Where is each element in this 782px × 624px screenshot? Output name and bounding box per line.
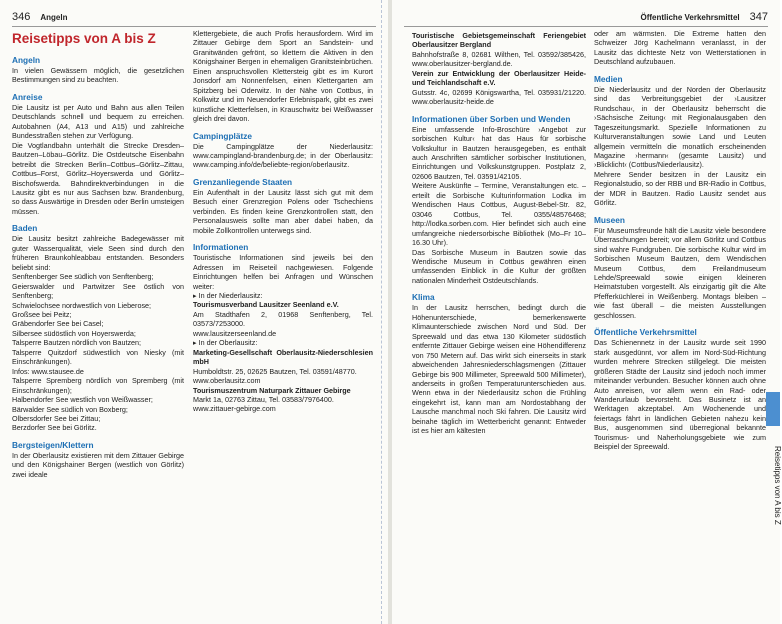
address-name: Verein zur Entwicklung der Oberlausitzer Heide- und Teichlandschaft e.V. xyxy=(412,68,586,88)
paragraph: www.lausitzerseenland.de xyxy=(193,328,277,338)
entry-heading: Grenzanliegende Staaten xyxy=(193,176,293,187)
entry-heading: Informationen über Sorben und Wenden xyxy=(412,113,571,124)
entry-heading: Klima xyxy=(412,292,435,303)
paragraph: Bärwalder See südlich von Boxberg; xyxy=(12,404,128,414)
paragraph: Senftenberger See südlich von Senftenberg; xyxy=(12,272,154,282)
address-name: Marketing-Gesellschaft Oberlausitz-Niederschlesien mbH xyxy=(193,347,373,367)
entry-block xyxy=(193,29,373,124)
paragraph: Touristische Informationen sind jeweils bei den Adressen im Reiseteil nachgewiesen. Folgende Einrichtungen helfen bei Anfragen und Wünschen weiter: xyxy=(193,253,373,291)
entry-block xyxy=(412,114,586,286)
paragraph: ▸ In der Oberlausitz: xyxy=(193,338,258,348)
paragraph: Das Schienennetz in der Lausitz wurde seit 1990 stark ausgedünnt, vor allem im Nord-Süd-Richtung wurden mehrere Strecken stillgelegt. Die meisten größeren Städte der Lausitz sind jedoch noch immer miteinander verbunden. Besucher können auch ohne Auto anreisen, vor allem wenn ein Rad- oder Wanderurlaub bevorsteht. Das Businetz ist an Werktagen akzeptabel. Am Wochenende und feiertags fährt in ländlichen Gebieten nahezu kein Bus, ausgenommen sind überregional bekannte Tourismus- und Naherholungsgebiete wie zum Beispiel der Spreewald. xyxy=(594,338,766,452)
chapter-title: Reisetipps von A bis Z xyxy=(12,31,156,46)
entry-block xyxy=(12,223,184,433)
paragraph: Silbersee südöstlich von Hoyerswerda; xyxy=(12,328,136,338)
paragraph: Eine umfassende Info-Broschüre ›Angebot zur sorbischen Kultur‹ hat das Haus für sorbische Volkskultur in Bautzen herausgegeben, es enthält auch Anschriften sämtlicher sorbischer Institutionen, Einrichtungen und Volkskunstgruppen. Postplatz 2, 02606 Bautzen, Tel. 03591/42105. xyxy=(412,124,586,181)
paragraph: Berzdorfer See bei Görlitz. xyxy=(12,423,97,433)
paragraph: www.oberlausitz.com xyxy=(193,376,261,386)
entry-heading: Anreise xyxy=(12,91,43,102)
entry-block xyxy=(193,177,373,235)
paragraph: Für Museumsfreunde hält die Lausitz viele besondere Überraschungen bereit; vor allem Görlitz und Cottbus sind wahre Fundgruben. Die sorbische Kultur wird im Sorbischen Museum Bautzen, dem Wendischen Museum Cottbus, dem Freilandmuseum Lehde/Spreewald sowie einigen kleineren Heimatstuben vorgestellt. Als einzigartig gilt die Alte Pfefferküchlerei in Weißenberg. Montags bleiben – wie fast überall – die meisten Ausstellungen geschlossen. xyxy=(594,225,766,320)
column-1 xyxy=(12,55,184,486)
column-4 xyxy=(594,29,766,459)
paragraph: Talsperre Quitzdorf südwestlich von Niesky (mit Einschränkungen). xyxy=(12,347,184,367)
paragraph: Humboldtstr. 25, 02625 Bautzen, Tel. 03591/48770. xyxy=(193,366,357,376)
address-name: Touristische Gebietsgemeinschaft Feriengebiet Oberlausitzer Bergland xyxy=(412,31,586,50)
paragraph: Gräbendorfer See bei Casel; xyxy=(12,319,104,329)
right-running-head xyxy=(404,11,768,27)
entry-block xyxy=(412,292,586,435)
paragraph: Gutsstr. 4c, 02699 Königswartha, Tel. 035931/21220. www.oberlausitz-heide.de xyxy=(412,87,586,107)
paragraph: Großsee bei Peitz; xyxy=(12,309,72,319)
paragraph: Markt 1a, 02763 Zittau, Tel. 03583/7976400. xyxy=(193,394,334,404)
address-name: Tourismuszentrum Naturpark Zittauer Gebirge xyxy=(193,385,351,395)
paragraph: www.zittauer-gebirge.com xyxy=(193,404,276,414)
paragraph: Die Campingplätze der Niederlausitz: www.campingland-brandenburg.de; in der Oberlausitz: www.camping.info/de/beliebte-region/oberlausitz. xyxy=(193,141,373,170)
paragraph: Bahnhofstraße 8, 02681 Wilthen, Tel. 03592/385426, www.oberlausitzer-bergland.de. xyxy=(412,49,586,69)
paragraph: Mehrere Sender besitzen in der Lausitz ein Regionalstudio, so der RBB und BR-Radio in Cottbus, der MDR in Bautzen. Radio Lausitz sendet aus Görlitz. xyxy=(594,169,766,208)
paragraph: Talsperre Spremberg nördlich von Spremberg (mit Einschränkungen); xyxy=(12,376,184,395)
left-running-head xyxy=(12,11,376,27)
section-title-right: Öffentliche Verkehrsmittel xyxy=(640,13,740,22)
entry-heading: Informationen xyxy=(193,242,249,253)
paragraph: oder am wärmsten. Die Extreme hatten den Schweizer Jörg Kachelmann veranlasst, in der Lausitz das dichteste Netz von Wetterstationen in Deutschland aufzubauen. xyxy=(594,29,766,67)
side-running-label: Reisetipps von A bis Z xyxy=(773,446,782,525)
paragraph: Halbendorfer See westlich von Weißwasser; xyxy=(12,395,153,405)
entry-block xyxy=(12,55,184,85)
paragraph: In der Lausitz herrschen, bedingt durch die Höhenunterschiede, bemerkenswerte Klimaunterschiede zwischen Nord und Süd. Der Spreewald und das etwa 130 Kilometer südöstlich entfernte Zittauer Gebirge weisen eine Höhendifferenz von 750 Metern auf. Das wirkt sich einerseits in stark abweichenden Jahresniederschlagsmengen (Zittauer Gebirge bis 900 Millimeter, Spreewald 500 Millimeter), anderseits in großen Temperaturunterschieden aus. Wenn etwa in der Niederlausitz schon die Frühling eingekehrt ist, kann man am Nordostabhang der Lausche manchmal noch Ski fahren. Die Lausitz wird beinahe täglich im Wetterbericht genannt: Entweder ist es hier am kältesten xyxy=(412,303,586,436)
paragraph: Talsperre Bautzen nördlich von Bautzen; xyxy=(12,338,142,348)
paragraph: ▸ In der Niederlausitz: xyxy=(193,290,263,300)
entry-block xyxy=(193,131,373,170)
entry-block xyxy=(594,215,766,321)
entry-heading: Öffentliche Verkehrsmittel xyxy=(594,327,697,338)
entry-block xyxy=(594,29,766,67)
paragraph: Die Lausitz ist per Auto und Bahn aus allen Teilen Deutschlands schnell und bequem zu erreichen. Autobahnen (A4, A13 und A15) und zahlreiche Bundesstraßen stehen zur Verfügung. xyxy=(12,102,184,141)
paragraph: Schwielochsee nordwestlich von Lieberose; xyxy=(12,300,152,310)
paragraph: Die Vogtlandbahn unterhält die Strecke Dresden–Bautzen–Löbau–Görlitz. Die Ostdeutsche Eisenbahn betreibt die Strecken Berlin–Cottbus–Görlitz–Zittau, Cottbus–Forst, Görlitz–Hoyerswerda und Görlitz–Bischofswerda. Bahndirektverbindungen in die Lausitz gibt es nur aus Sachsen bzw. Brandenburg, so dass Auswärtige in Dresden oder Berlin umsteigen müssen. xyxy=(12,140,184,216)
gutter-dashed-rule xyxy=(381,0,382,624)
entry-block xyxy=(594,327,766,451)
column-2 xyxy=(193,29,373,421)
entry-heading: Museen xyxy=(594,214,625,225)
paragraph: In vielen Gewässern möglich, die gesetzlichen Bestimmungen sind zu beachten. xyxy=(12,66,184,85)
entry-heading: Campingplätze xyxy=(193,130,253,141)
entry-heading: Bergsteigen/Klettern xyxy=(12,439,94,450)
paragraph: In der Oberlausitz existieren mit dem Zittauer Gebirge und den Königshainer Bergen (westlich von Görlitz) zwei ideale xyxy=(12,450,184,479)
entry-block xyxy=(594,74,766,208)
paragraph: Infos: www.stausee.de xyxy=(12,366,84,376)
entry-heading: Medien xyxy=(594,73,623,84)
thumb-index-tab xyxy=(766,392,780,426)
paragraph: Geierswalder und Partwitzer See östlich von Senftenberg; xyxy=(12,281,184,301)
paragraph: Die Niederlausitz und der Norden der Oberlausitz sind das Verbreitungsgebiet der ›Lausitzer Rundschau‹, in der Oberlausitz beherrscht die ›Sächsische Zeitung‹ mit Regionalausgaben den Tageszeitungsmarkt. Spezielle Informationen zu Kulturveranstaltungen sowie Land und Leuten allgemein vermitteln die monatlich erscheinenden Magazine ›hermann‹ (gesamte Lausitz) und ›Blicklicht‹ (Cottbus/Niederlausitz). xyxy=(594,84,766,170)
entry-block xyxy=(193,242,373,414)
paragraph: Am Stadthafen 2, 01968 Senftenberg, Tel. 03573/7253000. xyxy=(193,309,373,329)
entry-heading: Baden xyxy=(12,223,38,234)
paragraph: Olbersdorfer See bei Zittau; xyxy=(12,413,101,423)
paragraph: Die Lausitz besitzt zahlreiche Badegewässer mit guter Wasserqualität, viele Seen sind durch den früheren Braunkohleabbau entstanden. Besonders beliebt sind: xyxy=(12,234,184,272)
entry-block xyxy=(12,92,184,216)
paragraph: Ein Aufenthalt in der Lausitz lässt sich gut mit dem Besuch einer Grenzregion Polens oder Tschechiens verbinden. Es finden keine Grenzkontrollen statt, den Personalausweis sollte man aber dabei haben, da mobile Zollkontrollen unterwegs sind. xyxy=(193,187,373,235)
address-name: Tourismusverband Lausitzer Seenland e.V. xyxy=(193,300,339,310)
left-page xyxy=(0,0,388,624)
paragraph: Das Sorbische Museum in Bautzen sowie das Wendische Museum in Cottbus gewähren einen umfassenden Einblick in die Kultur der größten nationalen Minderheit Ostdeutschlands. xyxy=(412,247,586,285)
page-number-left: 346 xyxy=(12,11,31,23)
column-3 xyxy=(412,31,586,443)
right-page xyxy=(392,0,780,624)
section-title-left: Angeln xyxy=(40,13,68,22)
entry-block xyxy=(12,440,184,479)
page-number-right: 347 xyxy=(749,11,768,23)
entry-heading: Angeln xyxy=(12,55,41,65)
paragraph: Klettergebiete, die auch Profis herausfordern. Wird im Zittauer Gebirge dem Sport an Sandstein- und Granitwänden gefrönt, so klettern die Aktiven in den Königshainer Bergen in ehemaligen Granitsteinbrüchen. Einen anspruchsvollen Klettersteig gibt es im Kurort Jonsdorf am Nonnenfelsen, einen Klettergarten am Spitzberg bei Oderwitz. In der Nähe von Cottbus, in Kolkwitz und im Neuendorfer Erlebnispark, gibt es zwei künstliche Kletterfelsen, in Krauschwitz bei Weißwasser gleich drei davon. xyxy=(193,29,373,124)
entry-block xyxy=(412,31,586,107)
paragraph: Weitere Auskünfte – Termine, Veranstaltungen etc. – erteilt die Sorbische Kulturinformation Lodka im Wendischen Haus Cottbus, August-Bebel-Str. 82, 03046 Cottbus, Tel. 0355/48576468; http://lodka.sorben.com. Hier befindet sich auch eine umfangreiche niedersorbische Bibliothek (Mo–Fr 10–16.30 Uhr). xyxy=(412,181,586,248)
